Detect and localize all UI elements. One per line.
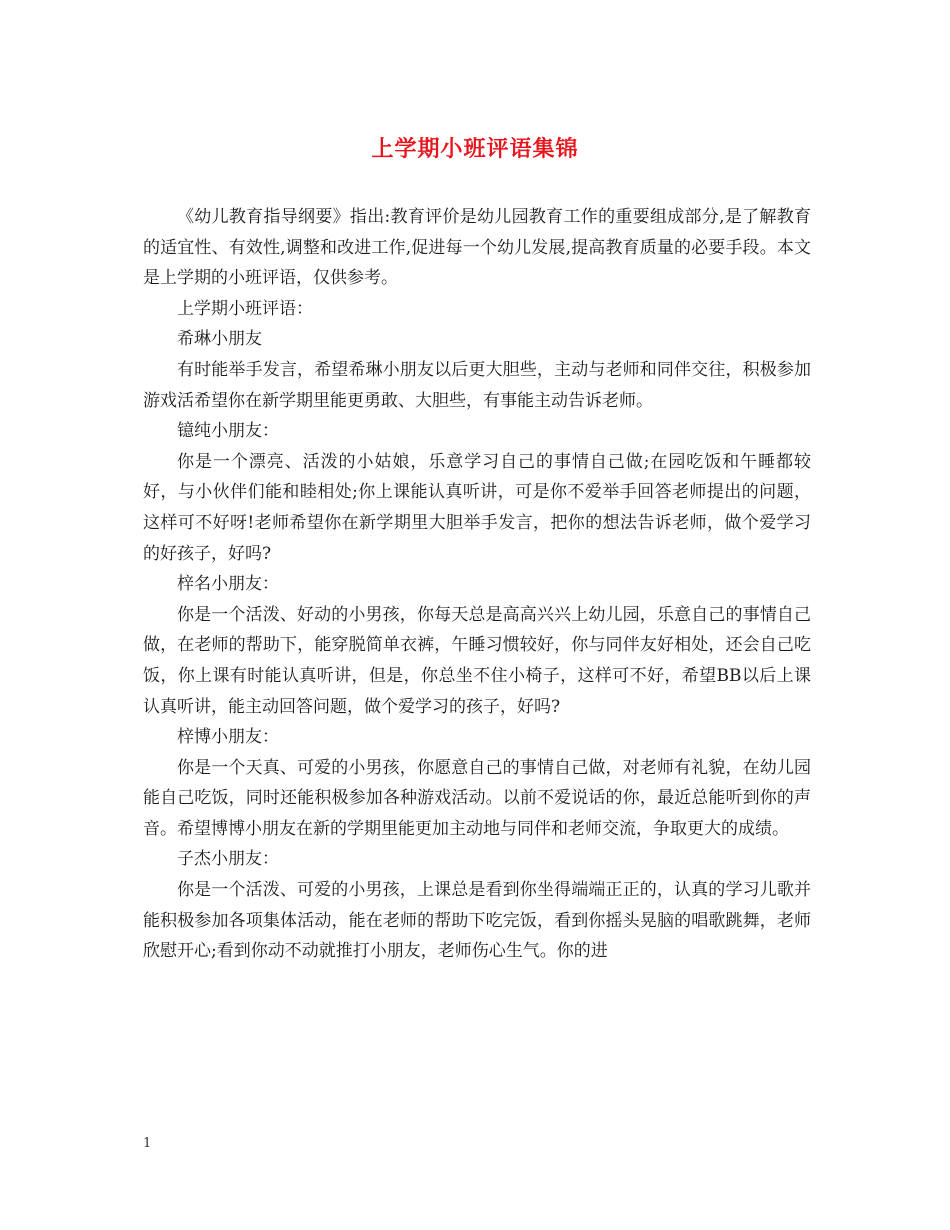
child-name-zibo: 梓博小朋友： xyxy=(177,727,279,748)
child-name-xilin: 希琳小朋友 xyxy=(177,329,262,350)
section-heading: 上学期小班评语： xyxy=(177,298,313,319)
intro-paragraph: 《幼儿教育指导纲要》指出:教育评价是幼儿园教育工作的重要组成部分,是了解教育的适宜性、有效性,调整和改进工作,促进每一个幼儿发展,提高教育质量的必要手段。本文是上学期的小班评语，仅供参考。 xyxy=(143,207,811,289)
comment-yichun: 你是一个漂亮、活泼的小姑娘，乐意学习自己的事情自己做;在园吃饭和午睡都较好，与小伙伴们能和睦相处;你上课能认真听讲，可是你不爱举手回答老师提出的问题，这样可不好呀!老师希望你在新学期里大胆举手发言，把你的想法告诉老师，做个爱学习的好孩子，好吗? xyxy=(143,451,811,564)
comment-zibo: 你是一个天真、可爱的小男孩，你愿意自己的事情自己做，对老师有礼貌，在幼儿园能自己吃饭，同时还能积极参加各种游戏活动。以前不爱说话的你，最近总能听到你的声音。希望博博小朋友在新的学期里能更加主动地与同伴和老师交流，争取更大的成绩。 xyxy=(143,757,811,839)
document-title: 上学期小班评语集锦 xyxy=(371,137,579,162)
page-number: 1 xyxy=(143,1136,152,1151)
child-name-ziming: 梓名小朋友： xyxy=(177,574,279,595)
child-name-zijie: 子杰小朋友： xyxy=(177,849,279,870)
comment-ziming: 你是一个活泼、好动的小男孩，你每天总是高高兴兴上幼儿园，乐意自己的事情自己做，在老师的帮助下，能穿脱简单衣裤，午睡习惯较好，你与同伴友好相处，还会自己吃饭，你上课有时能认真听讲，但是，你总坐不住小椅子，这样可不好，希望BB以后上课认真听讲，能主动回答问题，做个爱学习的孩子，好吗? xyxy=(143,604,811,717)
comment-xilin: 有时能举手发言，希望希琳小朋友以后更大胆些，主动与老师和同伴交往，积极参加游戏活希望你在新学期里能更勇敢、大胆些，有事能主动告诉老师。 xyxy=(143,359,811,411)
child-name-yichun: 镱纯小朋友： xyxy=(177,421,279,442)
document-body xyxy=(143,202,811,967)
comment-zijie: 你是一个活泼、可爱的小男孩，上课总是看到你坐得端端正正的，认真的学习儿歌并能积极参加各项集体活动，能在老师的帮助下吃完饭，看到你摇头晃脑的唱歌跳舞，老师欣慰开心;看到你动不动就推打小朋友，老师伤心生气。你的进 xyxy=(143,880,811,962)
